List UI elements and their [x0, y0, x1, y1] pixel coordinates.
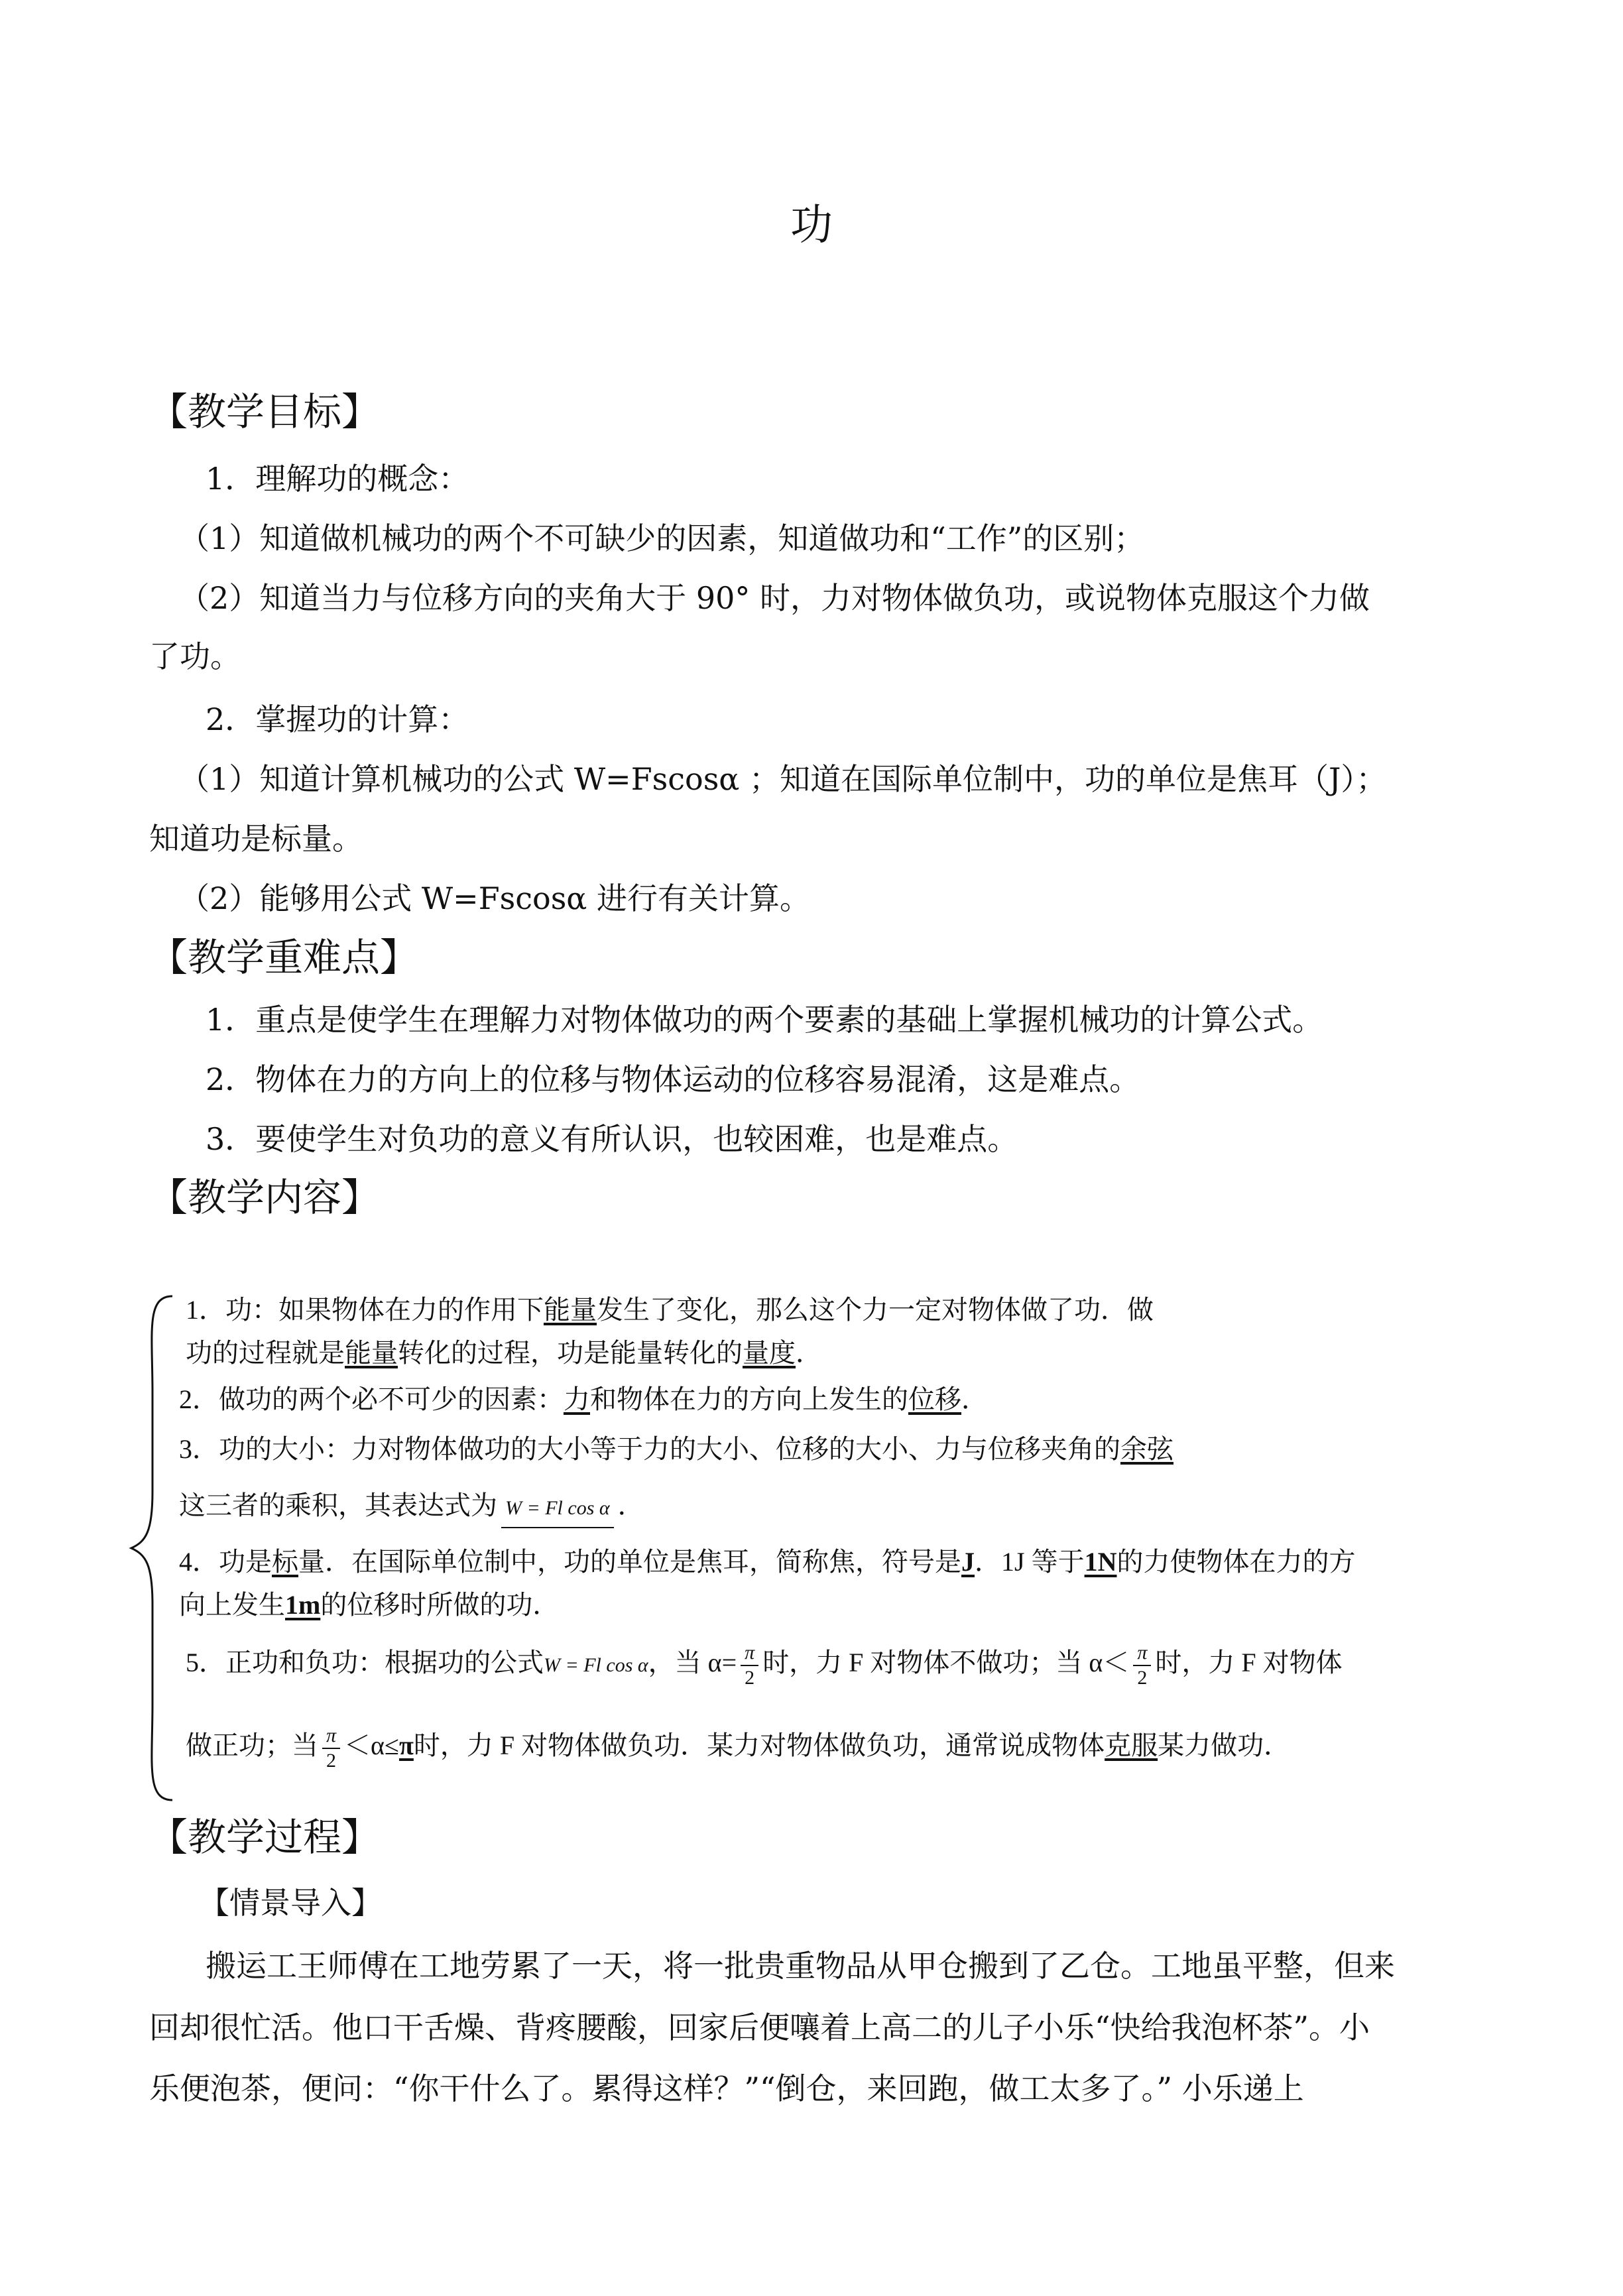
answer-blank: 1m: [285, 1590, 321, 1620]
content-text: ．1J 等于: [975, 1547, 1085, 1577]
process-paragraph-line-3: 乐便泡茶，便问：“你干什么了。累得这样？”“倒仓，来回跑，做工太多了。” 小乐递上: [149, 2071, 1304, 2106]
fraction-numerator: π: [741, 1641, 758, 1666]
content-item-5: [186, 1641, 1343, 1690]
objective-1-2: （2）知道当力与位移方向的夹角大于 90° 时，力对物体做负功，或说物体克服这个力做: [179, 580, 1370, 616]
content-text: 的位移时所做的功．: [320, 1590, 560, 1620]
content-item-4-cont: [179, 1588, 559, 1622]
page-title: 功: [790, 201, 833, 250]
objective-2-1-cont: 知道功是标量。: [149, 821, 363, 857]
answer-blank: 能量: [345, 1338, 398, 1368]
content-text: 5．正功和负功：根据功的公式: [186, 1648, 544, 1678]
content-text: ，当 α=: [648, 1648, 737, 1678]
heading-content: 【教学内容】: [149, 1175, 381, 1220]
objective-1-2-cont: 了功。: [149, 638, 241, 674]
content-text: 这三者的乘积，其表达式为: [179, 1490, 497, 1520]
objective-1: 1．理解功的概念：: [206, 461, 469, 497]
answer-blank: 能量: [544, 1295, 597, 1325]
content-text: 的力使物体在力的方: [1116, 1547, 1356, 1577]
content-text: 2．做功的两个必不可少的因素：: [179, 1384, 564, 1414]
content-item-1: [186, 1293, 1154, 1327]
content-text: ．: [617, 1490, 644, 1520]
content-item-1-cont: [186, 1336, 822, 1370]
objective-2-2: （2）能够用公式 W=Fscosα 进行有关计算。: [179, 880, 810, 916]
answer-blank: 量度: [743, 1338, 796, 1368]
content-text: 和物体在力的方向上发生的: [590, 1384, 908, 1414]
content-text: 1．功：如果物体在力的作用下: [186, 1295, 544, 1325]
content-item-5-cont: [186, 1724, 1290, 1773]
answer-blank: 标: [272, 1547, 298, 1577]
content-item-2: [179, 1382, 988, 1417]
process-paragraph-line-1: 搬运工王师傅在工地劳累了一天，将一批贵重物品从甲仓搬到了乙仓。工地虽平整，但来: [206, 1948, 1395, 1984]
content-text: 功的过程就是: [186, 1338, 345, 1368]
process-paragraph-line-2: 回却很忙活。他口干舌燥、背疼腰酸，回家后便嚷着上高二的儿子小乐“快给我泡杯茶”。小: [149, 2010, 1370, 2045]
answer-blank: π: [398, 1730, 414, 1761]
content-text: ．: [796, 1338, 822, 1368]
fraction-pi-over-2: [1133, 1641, 1151, 1690]
fraction-denominator: 2: [745, 1667, 755, 1689]
fraction-pi-over-2: [322, 1724, 340, 1773]
content-item-3-cont: [179, 1488, 644, 1528]
heading-process: 【教学过程】: [149, 1815, 381, 1860]
content-text: 4．功是: [179, 1547, 272, 1577]
keypoint-1: 1．重点是使学生在理解力对物体做功的两个要素的基础上掌握机械功的计算公式。: [206, 1002, 1323, 1038]
content-text: 时，力 F 对物体做负功．某力对物体做负功，通常说成物体: [413, 1730, 1105, 1761]
answer-blank: 1N: [1084, 1547, 1117, 1577]
subheading-intro: 【情景导入】: [199, 1885, 382, 1921]
answer-blank: 力: [564, 1384, 590, 1414]
work-formula: W = Fl cos α: [544, 1654, 648, 1677]
heading-keypoints: 【教学重难点】: [149, 935, 419, 980]
fraction-denominator: 2: [1137, 1667, 1148, 1689]
content-item-4: [179, 1545, 1355, 1579]
work-formula: W = Fl cos α: [501, 1491, 614, 1528]
content-text: ＜α≤: [344, 1730, 399, 1761]
keypoint-3: 3．要使学生对负功的意义有所认识，也较困难，也是难点。: [206, 1121, 1018, 1157]
answer-blank: J: [961, 1547, 975, 1577]
fraction-numerator: π: [1133, 1641, 1151, 1666]
content-text: 向上发生: [179, 1590, 285, 1620]
fraction-pi-over-2: [741, 1641, 758, 1690]
answer-blank: 位移: [908, 1384, 961, 1414]
content-text: ．: [961, 1384, 988, 1414]
objective-1-1: （1）知道做机械功的两个不可缺少的因素，知道做功和“工作”的区别；: [179, 520, 1145, 556]
content-text: 时，力 F 对物体: [1155, 1648, 1343, 1678]
content-text: 时，力 F 对物体不做功；当 α＜: [762, 1648, 1130, 1678]
content-text: 某力做功．: [1158, 1730, 1291, 1761]
heading-objectives: 【教学目标】: [149, 389, 381, 434]
fraction-denominator: 2: [326, 1750, 337, 1772]
content-item-3: [179, 1432, 1173, 1467]
answer-blank: 克服: [1105, 1730, 1158, 1761]
fraction-numerator: π: [322, 1724, 340, 1749]
answer-blank: 余弦: [1120, 1434, 1173, 1464]
left-brace-icon: [126, 1293, 179, 1803]
objective-2-1: （1）知道计算机械功的公式 W=Fscosα ；知道在国际单位制中，功的单位是焦耳（J）；: [179, 761, 1387, 797]
content-text: 发生了变化，那么这个力一定对物体做了功．做: [597, 1295, 1154, 1325]
content-text: 3．功的大小：力对物体做功的大小等于力的大小、位移的大小、力与位移夹角的: [179, 1434, 1120, 1464]
objective-2: 2．掌握功的计算：: [206, 701, 469, 737]
content-text: 转化的过程，功是能量转化的: [398, 1338, 743, 1368]
content-text: 做正功；当: [186, 1730, 318, 1761]
content-text: 量．在国际单位制中，功的单位是焦耳，简称焦，符号是: [298, 1547, 961, 1577]
keypoint-2: 2．物体在力的方向上的位移与物体运动的位移容易混淆，这是难点。: [206, 1061, 1140, 1097]
